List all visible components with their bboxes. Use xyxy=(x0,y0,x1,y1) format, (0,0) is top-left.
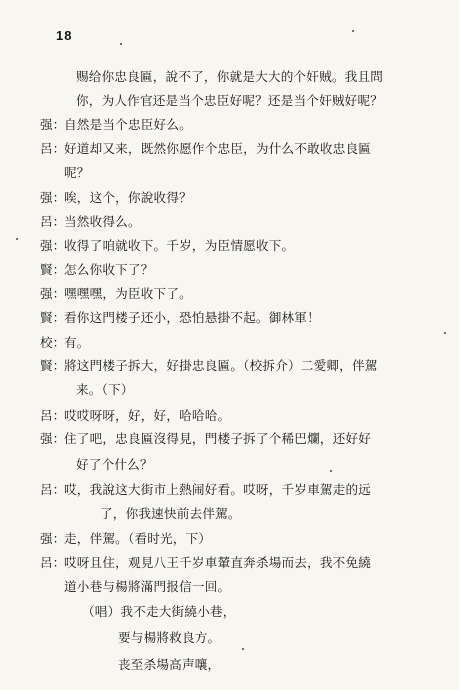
text-line: 哎呀且住，观見八王千岁車輦直奔杀場而去，我不免繞 xyxy=(64,555,372,570)
text-line: 呢？ xyxy=(64,165,90,180)
print-speck xyxy=(444,332,446,334)
print-speck xyxy=(16,238,18,240)
page-number: 18 xyxy=(56,28,73,43)
text-line: 哎，我說这大街市上熱闹好看。哎呀，千岁車駕走的远 xyxy=(64,482,372,497)
speaker-label: 賢： xyxy=(40,262,66,277)
speaker-label: 强： xyxy=(40,190,66,205)
text-line: 收得了咱就收下。千岁，为臣情愿收下。 xyxy=(64,238,295,253)
speaker-label: 强： xyxy=(40,286,66,301)
text-line: 怎么你收下了？ xyxy=(64,262,154,277)
speaker-label: 賢： xyxy=(40,358,66,373)
text-line: 好道却又来，既然你愿作个忠臣，为什么不敢收忠良匾 xyxy=(64,141,372,156)
text-line: 要与楊將救良方。 xyxy=(118,630,221,645)
speaker-label: 呂： xyxy=(40,141,66,156)
speaker-label: 强： xyxy=(40,431,66,446)
speaker-label: 賢： xyxy=(40,310,66,325)
text-line: 丧至杀場高声嚷， xyxy=(118,657,221,672)
text-line: 看你这門楼子还小，恐怕悬掛不起。御林軍！ xyxy=(64,310,320,325)
print-speck xyxy=(330,470,332,472)
text-line: 道小巷与楊將滿門报信一回。 xyxy=(64,579,231,594)
speaker-label: 呂： xyxy=(40,408,66,423)
text-line: 了，你我速快前去伴駕。 xyxy=(100,506,241,521)
speaker-label: 校： xyxy=(40,335,66,350)
text-line: （唱）我不走大街繞小巷， xyxy=(82,604,236,619)
speaker-label: 强： xyxy=(40,238,66,253)
text-line: 当然收得么。 xyxy=(64,214,141,229)
text-line: 唉，这个，你說收得？ xyxy=(64,190,192,205)
text-line: 嘿嘿嘿，为臣收下了。 xyxy=(64,286,192,301)
text-line: 你，为人作官还是当个忠臣好呢？还是当个奸贼好呢？ xyxy=(76,93,384,108)
text-line: 赐给你忠良匾，說不了，你就是大大的个奸贼。我且問 xyxy=(76,69,384,84)
speaker-label: 强： xyxy=(40,531,66,546)
speaker-label: 强： xyxy=(40,117,66,132)
text-line: 自然是当个忠臣好么。 xyxy=(64,117,192,132)
text-line: 將这門楼子拆大，好掛忠良匾。（校拆介）二愛卿，伴駕 xyxy=(64,358,378,373)
speaker-label: 呂： xyxy=(40,214,66,229)
text-line: 有。 xyxy=(64,335,90,350)
text-line: 走，伴駕。（看时光，下） xyxy=(64,531,212,546)
text-line: 哎哎呀呀，好，好，哈哈哈。 xyxy=(64,408,231,423)
text-line: 来。（下） xyxy=(76,382,134,397)
print-speck xyxy=(242,648,244,650)
speaker-label: 呂： xyxy=(40,482,66,497)
text-line: 好了个什么？ xyxy=(76,457,153,472)
text-line: 住了吧，忠良匾沒得見，門楼子拆了个稀巴爛，还好好 xyxy=(64,431,372,446)
print-speck xyxy=(352,30,354,32)
speaker-label: 呂： xyxy=(40,555,66,570)
print-speck xyxy=(120,43,122,45)
